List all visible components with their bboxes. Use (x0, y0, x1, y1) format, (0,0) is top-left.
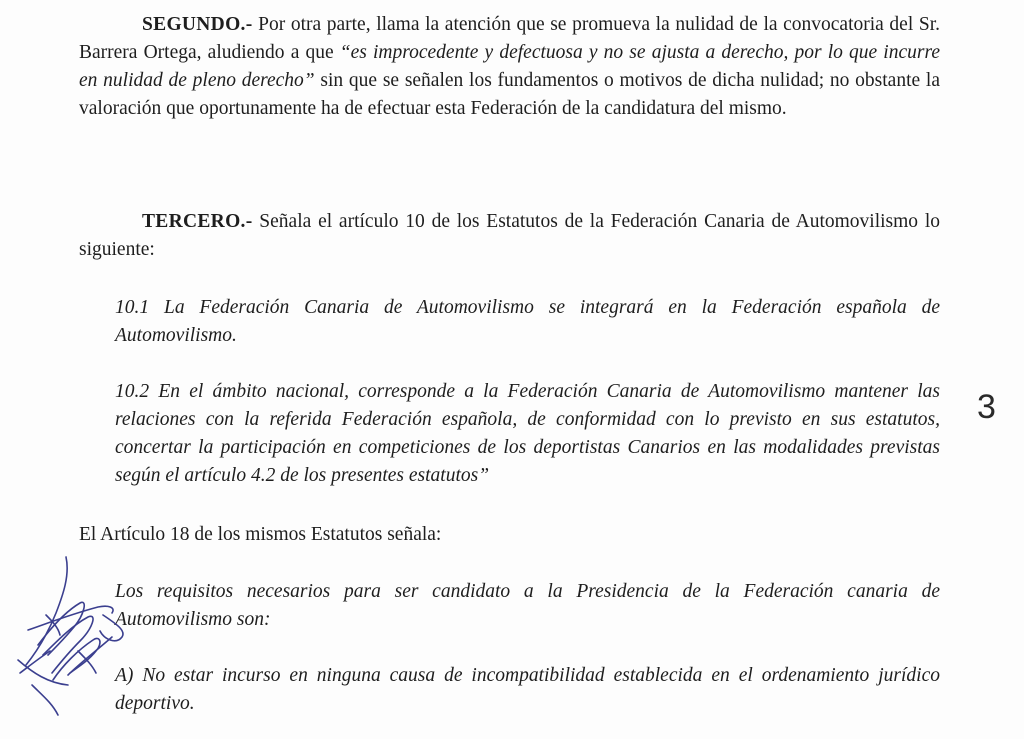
paragraph-articulo-18: El Artículo 18 de los mismos Estatutos señala: (79, 524, 442, 545)
segundo-text-after: sin que se señalen los fundamentos o motivos de dicha nulidad; no obstante la valoración que oportunamente ha de efectuar esta Federación de la candidatura del mismo. (79, 70, 940, 119)
quote-article-18-a: A) No estar incurso en ninguna causa de incompatibilidad establecida en el ordenamiento jurídico deportivo. (115, 665, 940, 714)
paragraph-tercero (79, 208, 940, 264)
quote-article-18-intro: Los requisitos necesarios para ser candidato a la Presidencia de la Federación canaria de Automovilismo son: (115, 581, 940, 630)
quote-article-10-2: 10.2 En el ámbito nacional, corresponde a la Federación Canaria de Automovilismo mantener las relaciones con la referida Federación española, de conformidad con lo previsto en sus estatutos, concertar la participación en competiciones de los deportistas Canarios en las modalidades previstas según el artículo 4.2 de los presentes estatutos” (115, 381, 940, 486)
tercero-text: Señala el artículo 10 de los Estatutos de la Federación Canaria de Automovilismo lo siguiente: (79, 211, 940, 260)
segundo-quote: “es improcedente y defectuosa y no se ajusta a derecho, por lo que incurre en nulidad de pleno derecho” (79, 42, 940, 91)
heading-segundo: SEGUNDO.- (142, 14, 253, 35)
quote-article-10-1: 10.1 La Federación Canaria de Automovilismo se integrará en la Federación española de Automovilismo. (115, 297, 940, 346)
paragraph-segundo (79, 11, 940, 123)
handwritten-signature (8, 555, 143, 730)
segundo-text-before: Por otra parte, llama la atención que se promueva la nulidad de la convocatoria del Sr. Barrera Ortega, aludiendo a que (79, 14, 940, 63)
page-number: 3 (977, 388, 996, 426)
heading-tercero: TERCERO.- (142, 211, 253, 232)
